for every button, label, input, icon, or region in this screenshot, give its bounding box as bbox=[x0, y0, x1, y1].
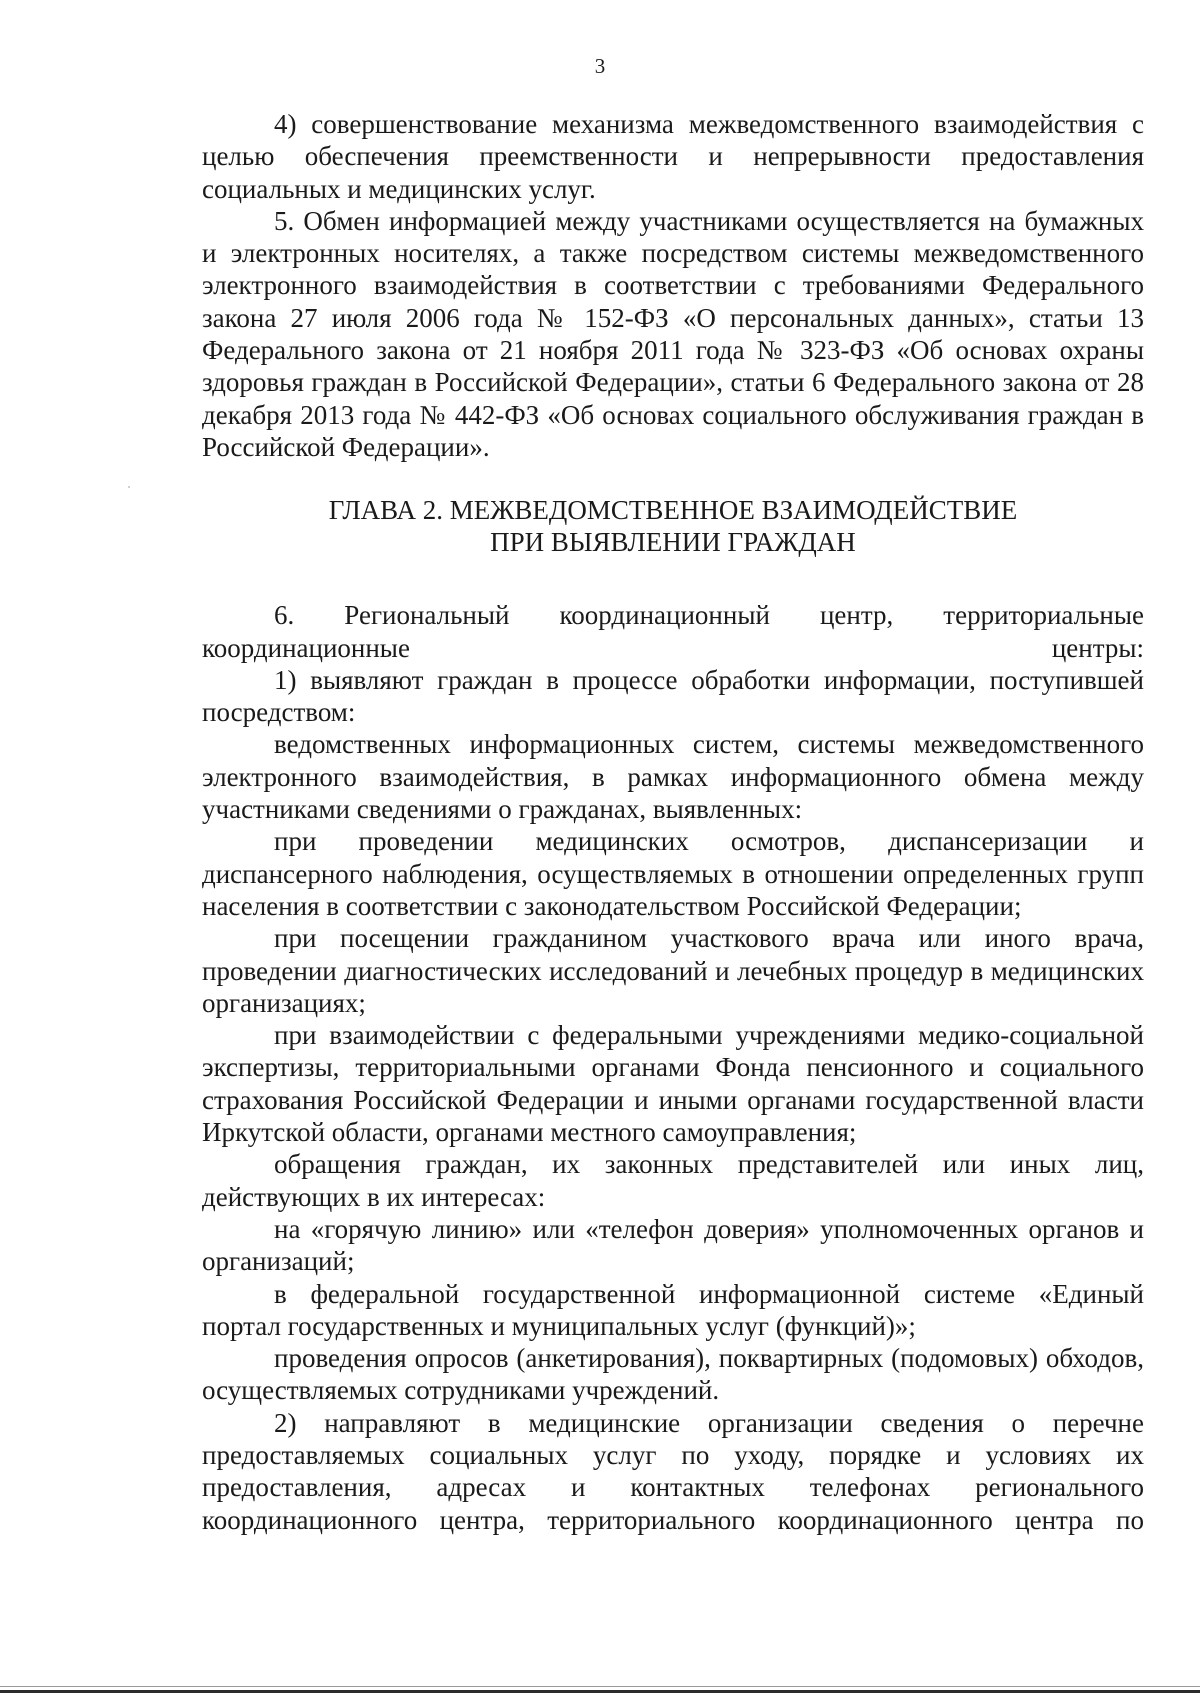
chapter-heading bbox=[202, 494, 1144, 558]
scan-bottom-edge bbox=[0, 1690, 1200, 1693]
page-number: 3 bbox=[594, 54, 606, 78]
paragraph-med-checkups: при проведении медицинских осмотров, диспансеризации и диспансерного наблюдения, осуществляемых в отношении определенных групп населения в соответствии с законодательством Российской Федерации; bbox=[202, 826, 1144, 921]
paragraph-citizen-appeals: обращения граждан, их законных представителей или иных лиц, действующих в их интересах: bbox=[202, 1149, 1144, 1212]
paragraph-clause-5: 5. Обмен информацией между участниками осуществляется на бумажных и электронных носителях, а также посредством системы межведомственного электронного взаимодействия в соответствии с требованиями Федерального закона 27 июля 2006 года № 152-ФЗ «О персональных данных», статьи 13 Федерального закона от 21 ноября 2011 года № 323-ФЗ «Об основах охраны здоровья граждан в Российской Федерации», статьи 6 Федерального закона от 28 декабря 2013 года № 442-ФЗ «Об основах социального обслуживания граждан в Российской Федерации». bbox=[202, 205, 1144, 462]
scan-edge-line bbox=[0, 1686, 1200, 1687]
paragraph-gosuslugi: в федеральной государственной информационной системе «Единый портал государственных и муниципальных услуг (функций)»; bbox=[202, 1278, 1144, 1341]
paragraph-clause-6: 6. Региональный координационный центр, территориальные координационные центры: bbox=[202, 600, 1144, 663]
paragraph-ved-systems: ведомственных информационных систем, системы межведомственного электронного взаимодействия, в рамках информационного обмена между участниками сведениями о гражданах, выявленных: bbox=[202, 729, 1144, 825]
document-body bbox=[202, 108, 1144, 1536]
paragraph-federal-cooperation: при взаимодействии с федеральными учреждениями медико-социальной экспертизы, территориальными органами Фонда пенсионного и социального страхования Российской Федерации и иными органами государственной власти Иркутской области, органами местного самоуправления; bbox=[202, 1020, 1144, 1148]
paragraph-item-4: 4) совершенствование механизма межведомственного взаимодействия с целью обеспечения преемственности и непрерывности предоставления социальных и медицинских услуг. bbox=[202, 109, 1144, 204]
paragraph-hotline: на «горячую линию» или «телефон доверия» уполномоченных органов и организаций; bbox=[202, 1213, 1144, 1277]
chapter-heading-line-1: ГЛАВА 2. МЕЖВЕДОМСТВЕННОЕ ВЗАИМОДЕЙСТВИЕ bbox=[328, 495, 1018, 526]
paragraph-subitem-1: 1) выявляют граждан в процессе обработки информации, поступившей посредством: bbox=[202, 664, 1144, 728]
scan-speck bbox=[128, 486, 130, 488]
paragraph-doctor-visits: при посещении гражданином участкового врача или иного врача, проведении диагностических исследований и лечебных процедур в медицинских организациях; bbox=[202, 923, 1144, 1018]
chapter-heading-line-2: ПРИ ВЫЯВЛЕНИИ ГРАЖДАН bbox=[490, 527, 856, 558]
paragraph-surveys: проведения опросов (анкетирования), поквартирных (подомовых) обходов, осуществляемых сотрудниками учреждений. bbox=[202, 1343, 1144, 1406]
paragraph-subitem-2: 2) направляют в медицинские организации сведения о перечне предоставляемых социальных услуг по уходу, порядке и условиях их предоставления, адресах и контактных телефонах регионального координационного центра, территориального координационного центра по bbox=[202, 1407, 1144, 1535]
